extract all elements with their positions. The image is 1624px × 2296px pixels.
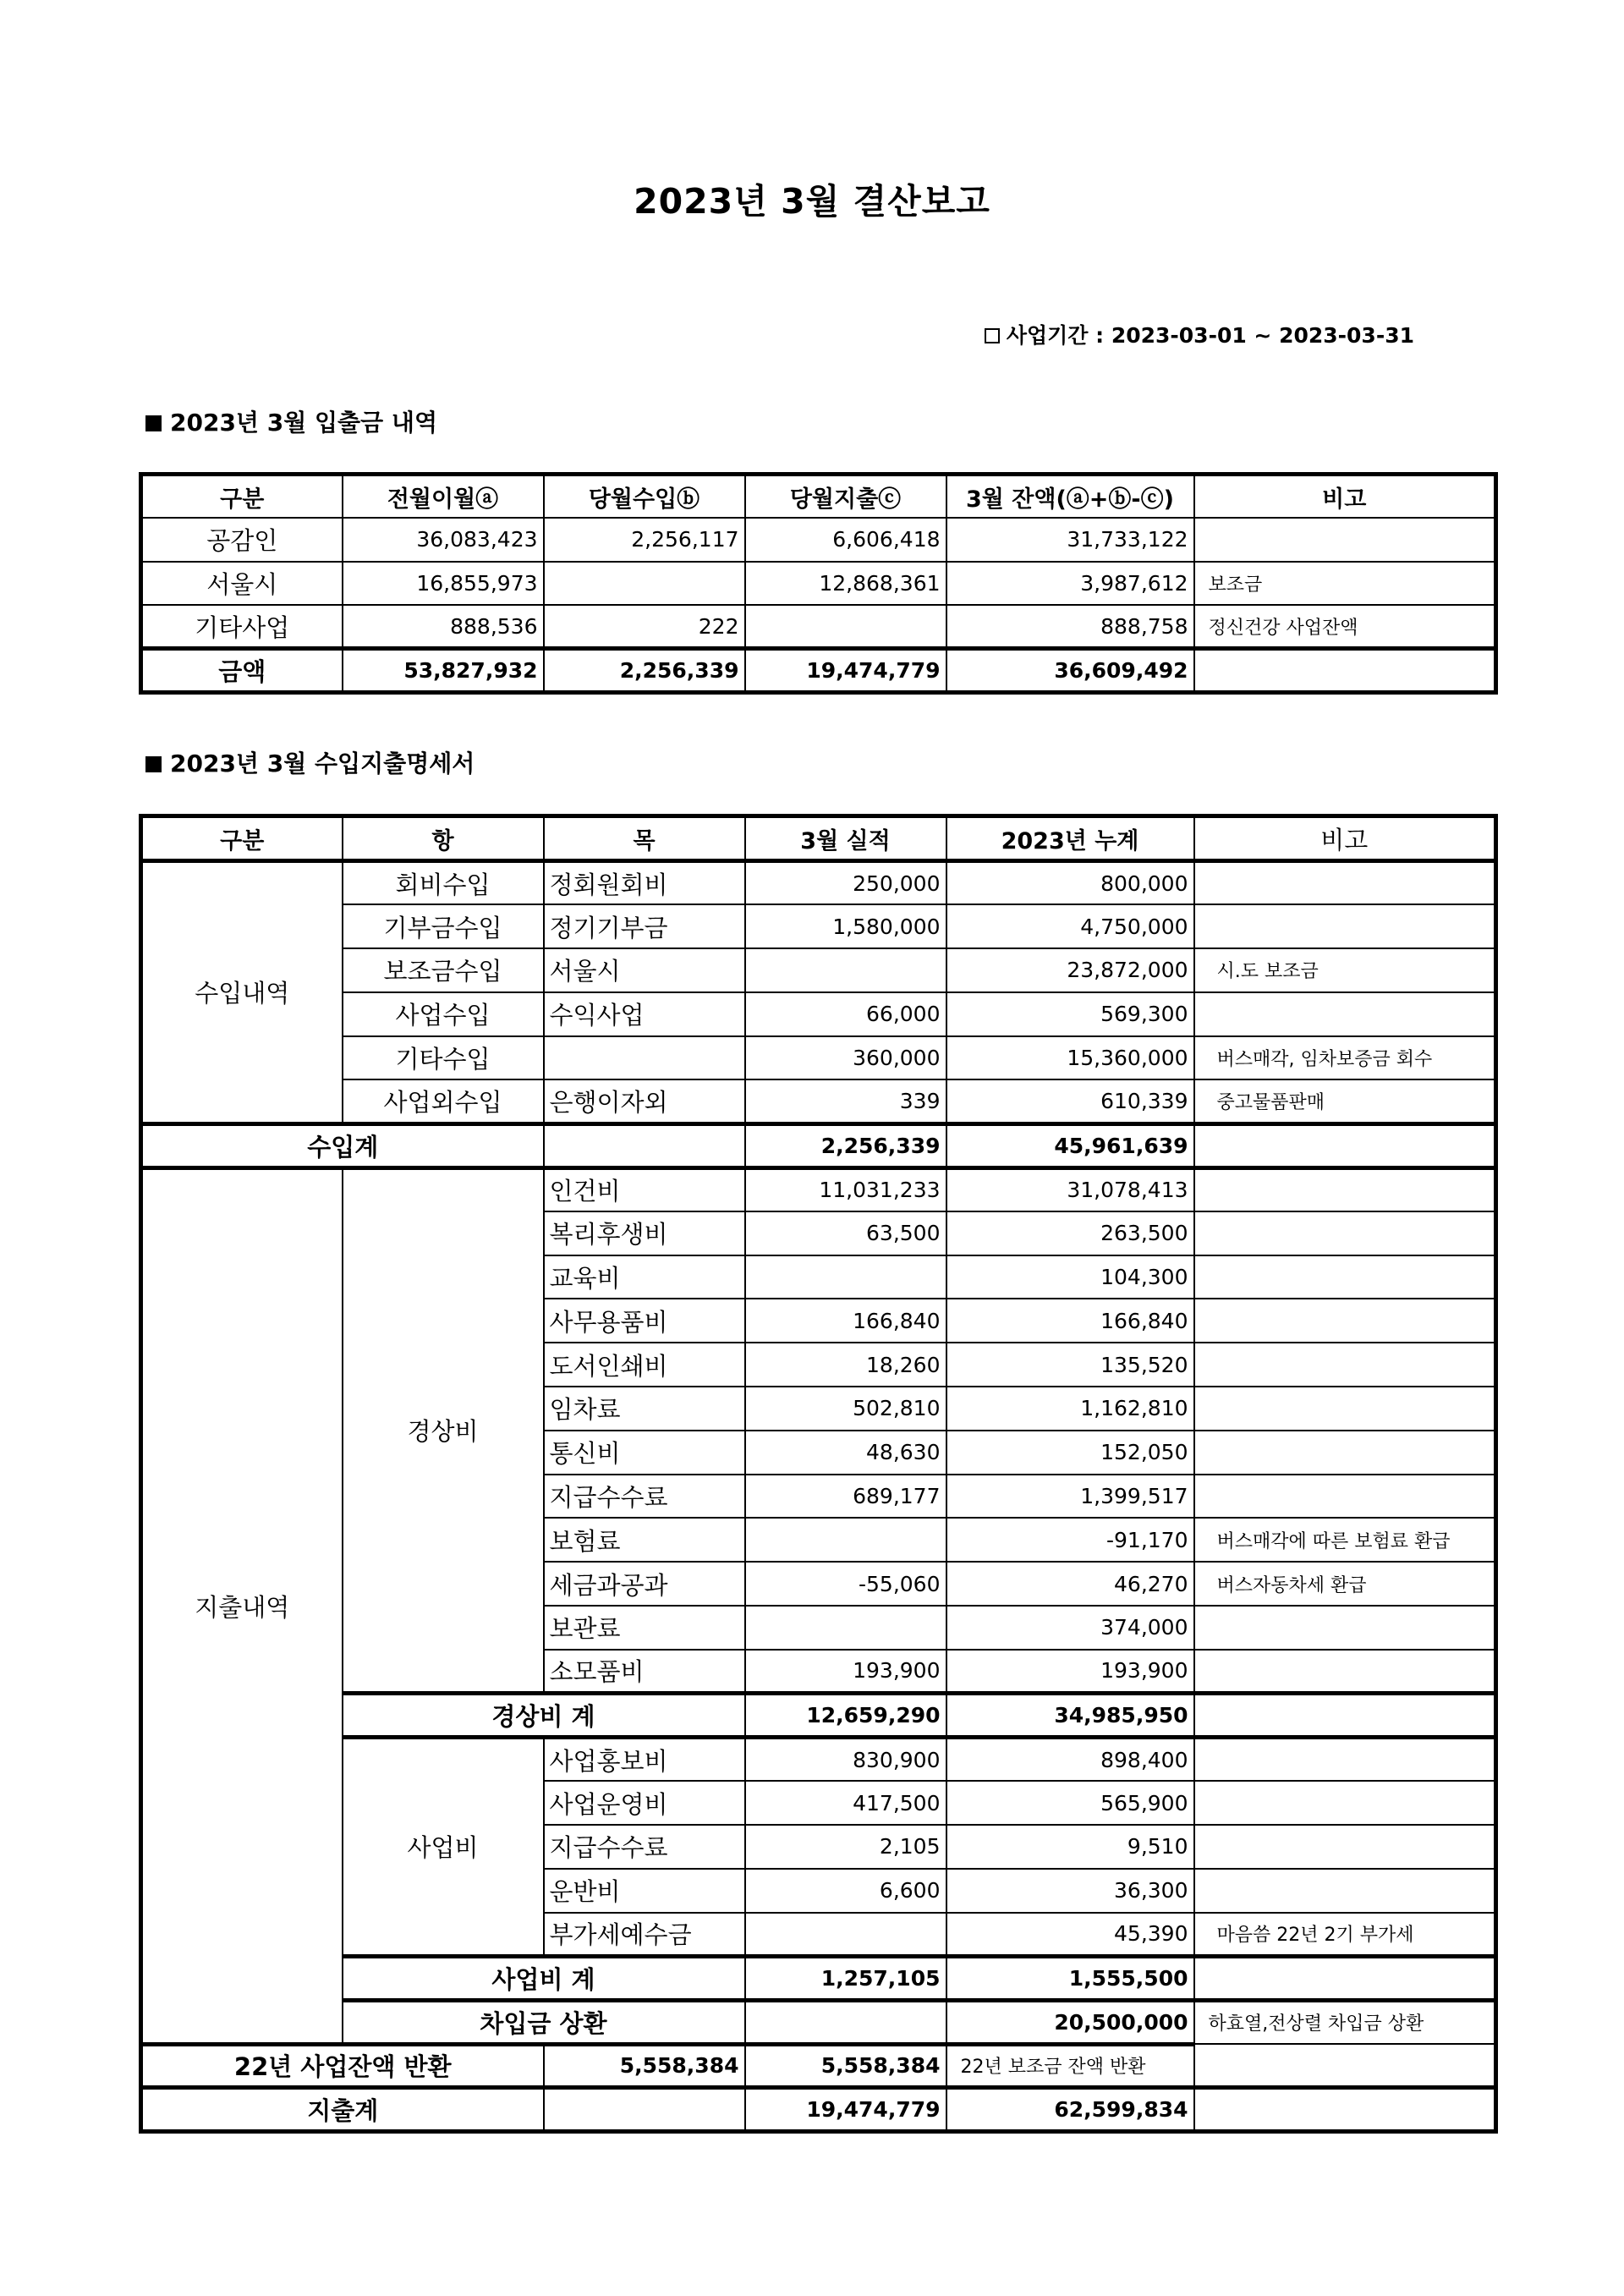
mok-cell: 사무용품비	[544, 1299, 745, 1343]
page-title: 2023년 3월 결산보고	[634, 181, 990, 222]
cumulative-amount: 800,000	[946, 861, 1194, 905]
loan-repayment-month	[745, 2000, 946, 2044]
mok-cell: 사업홍보비	[544, 1737, 745, 1781]
row-name: 기타사업	[141, 605, 343, 649]
cumulative-amount: 36,300	[946, 1869, 1194, 1913]
empty-cell	[1194, 1694, 1496, 1738]
cumulative-amount: 46,270	[946, 1562, 1194, 1606]
hang-cell: 사업외수입	[343, 1079, 544, 1123]
month-balance: 3,987,612	[946, 562, 1194, 606]
note: 22년 보조금 잔액 반환	[946, 2044, 1194, 2088]
cumulative-amount: 15,360,000	[946, 1036, 1194, 1080]
note	[1194, 1211, 1496, 1255]
cumulative-amount: 565,900	[946, 1781, 1194, 1825]
note: 버스매각에 따른 보험료 환급	[1194, 1518, 1496, 1562]
business-cost-category: 사업비	[343, 1737, 544, 1956]
mok-cell: 은행이자외	[544, 1079, 745, 1123]
section1-heading: 2023년 3월 입출금 내역	[145, 404, 437, 438]
cumulative-amount: 4,750,000	[946, 904, 1194, 948]
mok-cell: 지급수수료	[544, 1825, 745, 1869]
note	[1194, 1825, 1496, 1869]
mok-cell: 복리후생비	[544, 1211, 745, 1255]
month-amount: 193,900	[745, 1650, 946, 1694]
month-amount: 48,630	[745, 1431, 946, 1475]
mok-cell: 지급수수료	[544, 1475, 745, 1519]
business-total-label: 사업비 계	[343, 1956, 745, 2000]
business-total-row	[141, 1956, 1496, 2000]
total-expense: 19,474,779	[745, 649, 946, 693]
month-amount: 63,500	[745, 1211, 946, 1255]
mok-cell: 정기기부금	[544, 904, 745, 948]
mok-cell: 인건비	[544, 1167, 745, 1211]
mok-cell: 수익사업	[544, 992, 745, 1036]
mok-cell: 보험료	[544, 1518, 745, 1562]
expense-total-cumulative: 62,599,834	[946, 2088, 1194, 2132]
empty-cell	[1194, 1123, 1496, 1167]
prev-balance: 36,083,423	[343, 518, 544, 562]
col-header: 전월이월ⓐ	[343, 475, 544, 519]
cumulative-amount: 9,510	[946, 1825, 1194, 1869]
cumulative-amount: 263,500	[946, 1211, 1194, 1255]
table-header-row	[141, 816, 1496, 861]
table-row	[141, 605, 1496, 649]
income-category: 수입내역	[141, 861, 343, 1124]
note	[1194, 1869, 1496, 1913]
mok-cell	[544, 1036, 745, 1080]
expense-category: 지출내역	[141, 1167, 343, 2044]
cumulative-amount: 374,000	[946, 1606, 1194, 1650]
cumulative-amount: 610,339	[946, 1079, 1194, 1123]
balance-refund-cumulative: 5,558,384	[745, 2044, 946, 2088]
note	[1194, 1299, 1496, 1343]
month-amount: 360,000	[745, 1036, 946, 1080]
col-header: 비고	[1194, 816, 1496, 861]
square-bullet-icon	[145, 756, 162, 772]
month-amount	[745, 1913, 946, 1957]
expense-total-label: 지출계	[141, 2088, 544, 2132]
col-header: 3월 잔액(ⓐ+ⓑ-ⓒ)	[946, 475, 1194, 519]
income-total-month: 2,256,339	[745, 1123, 946, 1167]
empty-cell	[1194, 2088, 1496, 2132]
expense-total-month: 19,474,779	[745, 2088, 946, 2132]
operating-total-label: 경상비 계	[343, 1694, 745, 1738]
note: 마음씀 22년 2기 부가세	[1194, 1913, 1496, 1957]
note	[1194, 1387, 1496, 1431]
table-row	[141, 562, 1496, 606]
table-row	[141, 1079, 1496, 1123]
col-header: 당월수입ⓑ	[544, 475, 745, 519]
business-total-cumulative: 1,555,500	[946, 1956, 1194, 2000]
total-prev: 53,827,932	[343, 649, 544, 693]
month-amount: 689,177	[745, 1475, 946, 1519]
month-amount: 18,260	[745, 1343, 946, 1387]
cumulative-amount: 104,300	[946, 1255, 1194, 1299]
mok-cell: 통신비	[544, 1431, 745, 1475]
col-header: 항	[343, 816, 544, 861]
month-amount	[745, 1518, 946, 1562]
note	[1194, 1650, 1496, 1694]
income-total-cumulative: 45,961,639	[946, 1123, 1194, 1167]
cumulative-amount: 152,050	[946, 1431, 1194, 1475]
mok-cell: 서울시	[544, 948, 745, 992]
note: 하효열,전상렬 차입금 상환	[1194, 2000, 1496, 2044]
note	[1194, 1606, 1496, 1650]
col-header: 목	[544, 816, 745, 861]
section2-heading: 2023년 3월 수입지출명세서	[145, 745, 475, 779]
note	[1194, 1737, 1496, 1781]
business-period	[985, 319, 1414, 349]
cumulative-amount: 166,840	[946, 1299, 1194, 1343]
cumulative-amount: 135,520	[946, 1343, 1194, 1387]
note	[1194, 992, 1496, 1036]
month-expense: 12,868,361	[745, 562, 946, 606]
hang-cell: 기부금수입	[343, 904, 544, 948]
operating-total-cumulative: 34,985,950	[946, 1694, 1194, 1738]
balance-refund-month: 5,558,384	[544, 2044, 745, 2088]
total-income: 2,256,339	[544, 649, 745, 693]
month-income	[544, 562, 745, 606]
month-amount: 250,000	[745, 861, 946, 905]
square-bullet-icon	[145, 415, 162, 431]
mok-cell: 교육비	[544, 1255, 745, 1299]
note	[1194, 904, 1496, 948]
table-row	[141, 1036, 1496, 1080]
loan-repayment-cumulative: 20,500,000	[946, 2000, 1194, 2044]
mok-cell: 사업운영비	[544, 1781, 745, 1825]
total-balance: 36,609,492	[946, 649, 1194, 693]
hang-cell: 기타수입	[343, 1036, 544, 1080]
month-amount: 11,031,233	[745, 1167, 946, 1211]
mok-cell: 도서인쇄비	[544, 1343, 745, 1387]
cumulative-amount: 23,872,000	[946, 948, 1194, 992]
col-header: 비고	[1194, 475, 1496, 519]
business-period-text: 사업기간 : 2023-03-01 ~ 2023-03-31	[1006, 323, 1414, 348]
balance-refund-label: 22년 사업잔액 반환	[141, 2044, 544, 2088]
mok-cell: 소모품비	[544, 1650, 745, 1694]
month-income: 2,256,117	[544, 518, 745, 562]
month-amount: 1,580,000	[745, 904, 946, 948]
mok-cell: 보관료	[544, 1606, 745, 1650]
cumulative-amount: 31,078,413	[946, 1167, 1194, 1211]
total-note	[1194, 649, 1496, 693]
month-amount: -55,060	[745, 1562, 946, 1606]
balance-refund-row	[141, 2044, 1496, 2088]
empty-cell	[1194, 1956, 1496, 2000]
table-row	[141, 861, 1496, 905]
month-amount: 166,840	[745, 1299, 946, 1343]
note	[1194, 518, 1496, 562]
expense-total-row	[141, 2088, 1496, 2132]
note	[1194, 1475, 1496, 1519]
loan-repayment-row	[141, 2000, 1496, 2044]
empty-cell	[544, 1123, 745, 1167]
operating-total-month: 12,659,290	[745, 1694, 946, 1738]
note: 정신건강 사업잔액	[1194, 605, 1496, 649]
mok-cell: 정회원회비	[544, 861, 745, 905]
mok-cell: 부가세예수금	[544, 1913, 745, 1957]
col-header: 구분	[141, 475, 343, 519]
col-header: 당월지출ⓒ	[745, 475, 946, 519]
cashflow-table	[139, 472, 1498, 695]
month-amount: 339	[745, 1079, 946, 1123]
note	[1194, 1255, 1496, 1299]
operating-total-row	[141, 1694, 1496, 1738]
month-balance: 888,758	[946, 605, 1194, 649]
note	[1194, 861, 1496, 905]
table-row	[141, 992, 1496, 1036]
cumulative-amount: 45,390	[946, 1913, 1194, 1957]
row-name: 공감인	[141, 518, 343, 562]
col-header: 3월 실적	[745, 816, 946, 861]
month-balance: 31,733,122	[946, 518, 1194, 562]
month-amount: 66,000	[745, 992, 946, 1036]
prev-balance: 888,536	[343, 605, 544, 649]
cumulative-amount: 1,162,810	[946, 1387, 1194, 1431]
cumulative-amount: 569,300	[946, 992, 1194, 1036]
empty-cell	[544, 2088, 745, 2132]
table-header-row	[141, 475, 1496, 519]
note: 보조금	[1194, 562, 1496, 606]
note	[1194, 1781, 1496, 1825]
note: 시.도 보조금	[1194, 948, 1496, 992]
month-amount: 830,900	[745, 1737, 946, 1781]
income-total-row	[141, 1123, 1496, 1167]
hang-cell: 회비수입	[343, 861, 544, 905]
note	[1194, 1167, 1496, 1211]
loan-repayment-label: 차입금 상환	[343, 2000, 745, 2044]
note	[1194, 1343, 1496, 1387]
prev-balance: 16,855,973	[343, 562, 544, 606]
table-row	[141, 518, 1496, 562]
month-amount: 417,500	[745, 1781, 946, 1825]
income-total-label: 수입계	[141, 1123, 544, 1167]
note: 중고물품판매	[1194, 1079, 1496, 1123]
mok-cell: 임차료	[544, 1387, 745, 1431]
table-row	[141, 1737, 1496, 1781]
checkbox-icon	[985, 328, 1000, 343]
mok-cell: 운반비	[544, 1869, 745, 1913]
col-header: 2023년 누계	[946, 816, 1194, 861]
note: 버스자동차세 환급	[1194, 1562, 1496, 1606]
business-total-month: 1,257,105	[745, 1956, 946, 2000]
cumulative-amount: 1,399,517	[946, 1475, 1194, 1519]
total-label: 금액	[141, 649, 343, 693]
month-amount: 502,810	[745, 1387, 946, 1431]
table-row	[141, 904, 1496, 948]
month-income: 222	[544, 605, 745, 649]
month-expense: 6,606,418	[745, 518, 946, 562]
row-name: 서울시	[141, 562, 343, 606]
table-row	[141, 1167, 1496, 1211]
month-amount: 2,105	[745, 1825, 946, 1869]
month-amount	[745, 948, 946, 992]
operating-cost-category: 경상비	[343, 1167, 544, 1694]
mok-cell: 세금과공과	[544, 1562, 745, 1606]
cumulative-amount: -91,170	[946, 1518, 1194, 1562]
table-row	[141, 948, 1496, 992]
month-amount	[745, 1606, 946, 1650]
cumulative-amount: 898,400	[946, 1737, 1194, 1781]
hang-cell: 사업수입	[343, 992, 544, 1036]
col-header: 구분	[141, 816, 343, 861]
cumulative-amount: 193,900	[946, 1650, 1194, 1694]
hang-cell: 보조금수입	[343, 948, 544, 992]
note	[1194, 1431, 1496, 1475]
note: 버스매각, 임차보증금 회수	[1194, 1036, 1496, 1080]
month-amount: 6,600	[745, 1869, 946, 1913]
month-amount	[745, 1255, 946, 1299]
month-expense	[745, 605, 946, 649]
income-expense-table	[139, 814, 1498, 2134]
total-row	[141, 649, 1496, 693]
